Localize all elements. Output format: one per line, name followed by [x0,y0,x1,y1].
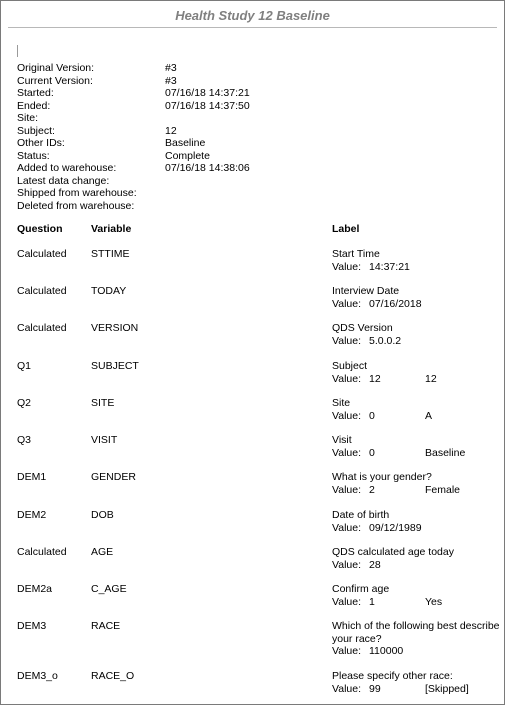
question-id: DEM2 [17,509,47,521]
metadata-label: Ended: [17,99,51,112]
question-id: Calculated [17,248,67,260]
question-id: DEM3 [17,620,47,632]
question-id: DEM3_o [17,670,58,682]
value-line [332,373,502,386]
variable-name: STTIME [91,248,130,260]
value-code: 0 [369,409,375,422]
value-code: 09/12/1989 [369,521,422,534]
question-label: What is your gender? [332,471,432,483]
question-id: Q1 [17,360,32,372]
value-line [332,298,502,311]
value-text: 12 [425,372,437,385]
label-cell [332,434,502,459]
value-code: 1 [369,595,375,608]
value-line [332,410,502,423]
value-prefix: Value: [332,334,361,347]
metadata-value: 07/16/18 14:38:06 [165,162,250,174]
label-cell [332,397,502,422]
value-code: 07/16/2018 [369,297,422,310]
report-title: Health Study 12 Baseline [175,8,330,23]
value-text: Baseline [425,446,466,459]
metadata-label: Started: [17,87,54,99]
label-cell [332,285,502,310]
label-cell [332,670,502,695]
value-code: 28 [369,558,381,571]
question-id: Q3 [17,434,32,446]
value-prefix: Value: [332,372,361,385]
value-text: A [425,409,433,422]
question-id: Calculated [17,322,67,334]
label-cell [332,620,502,658]
question-label: Visit [332,434,352,446]
metadata-value: #3 [165,74,177,87]
value-text: [Skipped] [425,682,469,695]
value-prefix: Value: [332,260,361,273]
label-cell [332,471,502,496]
variable-name: DOB [91,509,114,521]
value-code: 99 [369,682,381,695]
metadata-label: Other IDs: [17,137,65,149]
label-cell [332,248,502,273]
label-cell [332,583,502,608]
metadata-value: 07/16/18 14:37:50 [165,99,250,112]
metadata-label: Deleted from warehouse: [17,199,135,212]
value-code: 0 [369,446,375,459]
value-line [332,559,502,572]
column-header-label: Label [332,223,360,235]
text-cursor [17,45,18,57]
metadata-label: Site: [17,112,39,124]
value-code: 5.0.0.2 [369,334,402,347]
variable-name: VISIT [91,434,118,446]
value-code: 2 [369,483,375,496]
question-label: Confirm age [332,583,390,595]
value-line [332,447,502,460]
metadata-label: Original Version: [17,62,95,74]
column-header-question: Question [17,223,63,235]
label-cell [332,360,502,385]
label-cell [332,509,502,534]
metadata-value: 12 [165,124,177,137]
value-line [332,335,502,348]
label-cell [332,322,502,347]
metadata-value: 07/16/18 14:37:21 [165,87,250,99]
variable-name: SITE [91,397,115,409]
variable-name: SUBJECT [91,360,139,372]
question-label: Interview Date [332,285,400,297]
value-code: 110000 [369,645,404,657]
value-line [332,261,502,274]
question-label: Which of the following best describe your race? [332,620,500,645]
value-prefix: Value: [332,682,361,695]
question-label: Please specify other race: [332,670,453,682]
metadata-label: Current Version: [17,74,93,87]
variable-name: VERSION [91,322,139,334]
question-id: Calculated [17,285,67,297]
value-line [332,645,502,658]
variable-name: TODAY [91,285,127,297]
metadata-value: #3 [165,62,177,74]
label-cell [332,546,502,571]
value-line [332,484,502,497]
value-text: Yes [425,595,443,608]
question-id: DEM1 [17,471,47,483]
question-label: QDS calculated age today [332,546,454,558]
value-line [332,522,502,535]
question-label: QDS Version [332,322,393,334]
value-prefix: Value: [332,645,361,657]
variable-name: RACE_O [91,670,135,682]
variable-name: C_AGE [91,583,127,595]
question-id: Q2 [17,397,32,409]
variable-name: GENDER [91,471,136,483]
metadata-label: Subject: [17,124,55,137]
question-label: Date of birth [332,509,390,521]
value-prefix: Value: [332,483,361,496]
metadata-value: Complete [165,149,210,162]
question-label: Start Time [332,248,380,260]
question-id: DEM2a [17,583,53,595]
value-prefix: Value: [332,297,361,310]
metadata-label: Status: [17,149,50,162]
value-line [332,596,502,609]
metadata-label: Latest data change: [17,174,110,187]
metadata-value: Baseline [165,137,206,149]
question-label: Site [332,397,351,409]
value-prefix: Value: [332,446,361,459]
value-prefix: Value: [332,409,361,422]
metadata-label: Added to warehouse: [17,162,117,174]
value-code: 14:37:21 [369,260,410,273]
question-id: Calculated [17,546,67,558]
value-prefix: Value: [332,595,361,608]
value-prefix: Value: [332,558,361,571]
variable-name: AGE [91,546,114,558]
column-header-variable: Variable [91,223,132,235]
variable-name: RACE [91,620,121,632]
title-divider [8,27,497,28]
question-label: Subject [332,360,368,372]
metadata-label: Shipped from warehouse: [17,187,137,199]
value-line [332,683,502,696]
value-prefix: Value: [332,521,361,534]
value-text: Female [425,483,461,496]
value-code: 12 [369,372,381,385]
